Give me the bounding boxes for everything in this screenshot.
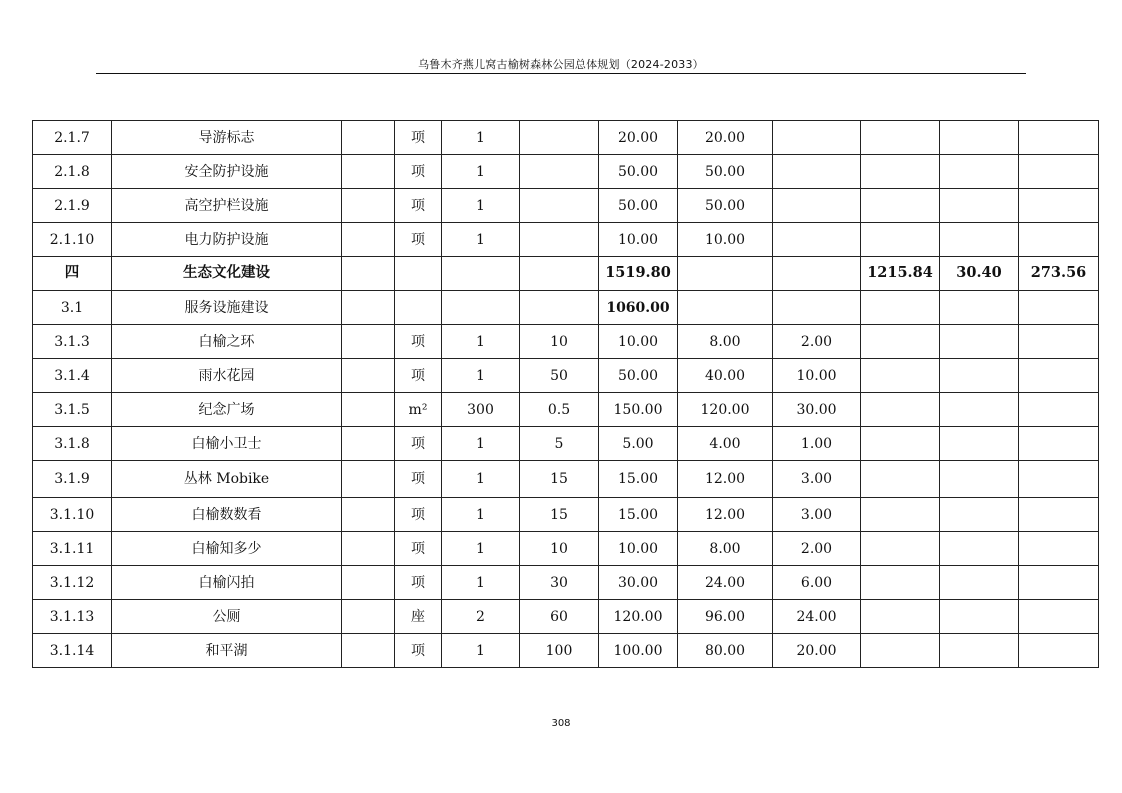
unit-price-cell: 50	[520, 359, 599, 393]
quantity-cell: 1	[442, 634, 520, 668]
unit-price-cell: 30	[520, 566, 599, 600]
amount-cell: 6.00	[773, 566, 861, 600]
item-name-cell: 白榆数数看	[112, 498, 342, 532]
unit-cell: 项	[395, 223, 442, 257]
page-header-title: 乌鲁木齐燕儿窝古榆树森林公园总体规划（2024-2033）	[418, 58, 704, 71]
amount-cell	[940, 291, 1019, 325]
total-amount-cell: 20.00	[599, 121, 678, 155]
quantity-cell: 1	[442, 461, 520, 498]
total-amount-cell: 120.00	[599, 600, 678, 634]
item-name-cell: 高空护栏设施	[112, 189, 342, 223]
unit-price-cell: 15	[520, 498, 599, 532]
amount-cell: 1.00	[773, 427, 861, 461]
quantity-cell: 1	[442, 223, 520, 257]
unit-cell	[395, 291, 442, 325]
unit-price-cell	[520, 223, 599, 257]
amount-cell	[940, 566, 1019, 600]
quantity-cell: 1	[442, 566, 520, 600]
item-number-cell: 2.1.10	[33, 223, 112, 257]
table-row	[33, 532, 1099, 566]
item-name-cell: 纪念广场	[112, 393, 342, 427]
unit-price-cell: 60	[520, 600, 599, 634]
amount-cell: 50.00	[678, 189, 773, 223]
item-number-cell: 3.1.3	[33, 325, 112, 359]
total-amount-cell: 50.00	[599, 189, 678, 223]
quantity-cell: 300	[442, 393, 520, 427]
blank-cell	[342, 155, 395, 189]
amount-cell	[940, 393, 1019, 427]
unit-price-cell: 10	[520, 325, 599, 359]
amount-cell	[1019, 291, 1099, 325]
unit-cell: 项	[395, 155, 442, 189]
amount-cell	[1019, 634, 1099, 668]
table-row	[33, 427, 1099, 461]
amount-cell: 96.00	[678, 600, 773, 634]
blank-cell	[342, 498, 395, 532]
amount-cell	[861, 393, 940, 427]
table-row	[33, 189, 1099, 223]
amount-cell	[940, 461, 1019, 498]
total-amount-cell: 100.00	[599, 634, 678, 668]
item-number-cell: 3.1.14	[33, 634, 112, 668]
amount-cell	[1019, 532, 1099, 566]
amount-cell: 3.00	[773, 461, 861, 498]
blank-cell	[342, 532, 395, 566]
amount-cell	[1019, 393, 1099, 427]
amount-cell	[1019, 189, 1099, 223]
table-row	[33, 223, 1099, 257]
unit-price-cell: 15	[520, 461, 599, 498]
total-amount-cell: 50.00	[599, 155, 678, 189]
unit-cell: 项	[395, 461, 442, 498]
amount-cell	[1019, 498, 1099, 532]
unit-price-cell	[520, 155, 599, 189]
amount-cell	[940, 155, 1019, 189]
item-name-cell: 导游标志	[112, 121, 342, 155]
total-amount-cell: 30.00	[599, 566, 678, 600]
table-row	[33, 461, 1099, 498]
amount-cell: 8.00	[678, 532, 773, 566]
blank-cell	[342, 634, 395, 668]
amount-cell	[861, 359, 940, 393]
unit-cell	[395, 257, 442, 291]
amount-cell: 24.00	[678, 566, 773, 600]
amount-cell: 20.00	[678, 121, 773, 155]
item-number-cell: 3.1.13	[33, 600, 112, 634]
amount-cell	[773, 291, 861, 325]
amount-cell: 120.00	[678, 393, 773, 427]
table-row	[33, 634, 1099, 668]
table-row	[33, 600, 1099, 634]
item-name-cell: 白榆小卫士	[112, 427, 342, 461]
amount-cell: 12.00	[678, 461, 773, 498]
amount-cell	[773, 121, 861, 155]
amount-cell: 2.00	[773, 325, 861, 359]
amount-cell	[773, 155, 861, 189]
unit-price-cell	[520, 291, 599, 325]
amount-cell	[940, 532, 1019, 566]
total-amount-cell: 50.00	[599, 359, 678, 393]
amount-cell: 273.56	[1019, 257, 1099, 291]
amount-cell	[1019, 359, 1099, 393]
unit-price-cell: 100	[520, 634, 599, 668]
quantity-cell: 2	[442, 600, 520, 634]
item-number-cell: 四	[33, 257, 112, 291]
unit-cell: 项	[395, 121, 442, 155]
table-row	[33, 359, 1099, 393]
unit-cell: 座	[395, 600, 442, 634]
unit-price-cell	[520, 121, 599, 155]
amount-cell: 10.00	[773, 359, 861, 393]
amount-cell	[940, 634, 1019, 668]
item-name-cell: 电力防护设施	[112, 223, 342, 257]
blank-cell	[342, 427, 395, 461]
quantity-cell: 1	[442, 325, 520, 359]
amount-cell	[1019, 566, 1099, 600]
amount-cell	[1019, 461, 1099, 498]
amount-cell: 80.00	[678, 634, 773, 668]
item-number-cell: 3.1.11	[33, 532, 112, 566]
blank-cell	[342, 223, 395, 257]
amount-cell	[940, 121, 1019, 155]
amount-cell: 1215.84	[861, 257, 940, 291]
quantity-cell: 1	[442, 498, 520, 532]
quantity-cell: 1	[442, 359, 520, 393]
unit-cell: 项	[395, 189, 442, 223]
table-row	[33, 566, 1099, 600]
blank-cell	[342, 359, 395, 393]
amount-cell: 40.00	[678, 359, 773, 393]
blank-cell	[342, 461, 395, 498]
unit-cell: 项	[395, 566, 442, 600]
page-number: 308	[551, 718, 571, 729]
amount-cell	[861, 461, 940, 498]
item-name-cell: 服务设施建设	[112, 291, 342, 325]
amount-cell	[940, 189, 1019, 223]
item-number-cell: 3.1.4	[33, 359, 112, 393]
amount-cell	[1019, 325, 1099, 359]
table-row	[33, 325, 1099, 359]
amount-cell	[1019, 223, 1099, 257]
quantity-cell: 1	[442, 155, 520, 189]
total-amount-cell: 15.00	[599, 498, 678, 532]
item-number-cell: 3.1.10	[33, 498, 112, 532]
amount-cell	[861, 634, 940, 668]
amount-cell: 8.00	[678, 325, 773, 359]
unit-cell: 项	[395, 427, 442, 461]
quantity-cell: 1	[442, 189, 520, 223]
amount-cell	[861, 566, 940, 600]
amount-cell: 50.00	[678, 155, 773, 189]
amount-cell	[940, 223, 1019, 257]
amount-cell	[940, 498, 1019, 532]
amount-cell	[861, 189, 940, 223]
amount-cell: 10.00	[678, 223, 773, 257]
table-row	[33, 291, 1099, 325]
total-amount-cell: 10.00	[599, 325, 678, 359]
unit-cell: 项	[395, 498, 442, 532]
total-amount-cell: 1060.00	[599, 291, 678, 325]
blank-cell	[342, 121, 395, 155]
blank-cell	[342, 257, 395, 291]
blank-cell	[342, 189, 395, 223]
amount-cell: 12.00	[678, 498, 773, 532]
budget-table	[32, 120, 1099, 668]
unit-price-cell: 0.5	[520, 393, 599, 427]
quantity-cell	[442, 291, 520, 325]
item-number-cell: 3.1	[33, 291, 112, 325]
item-name-cell: 和平湖	[112, 634, 342, 668]
item-number-cell: 2.1.8	[33, 155, 112, 189]
amount-cell	[1019, 155, 1099, 189]
total-amount-cell: 10.00	[599, 532, 678, 566]
amount-cell: 30.40	[940, 257, 1019, 291]
quantity-cell: 1	[442, 121, 520, 155]
blank-cell	[342, 393, 395, 427]
item-number-cell: 3.1.8	[33, 427, 112, 461]
item-name-cell: 公厕	[112, 600, 342, 634]
blank-cell	[342, 325, 395, 359]
amount-cell	[861, 155, 940, 189]
amount-cell: 30.00	[773, 393, 861, 427]
unit-cell: 项	[395, 532, 442, 566]
item-name-cell: 雨水花园	[112, 359, 342, 393]
amount-cell: 24.00	[773, 600, 861, 634]
item-number-cell: 2.1.9	[33, 189, 112, 223]
quantity-cell: 1	[442, 532, 520, 566]
amount-cell: 20.00	[773, 634, 861, 668]
amount-cell: 4.00	[678, 427, 773, 461]
budget-table-body	[33, 121, 1099, 668]
amount-cell	[678, 257, 773, 291]
blank-cell	[342, 291, 395, 325]
amount-cell	[773, 257, 861, 291]
quantity-cell	[442, 257, 520, 291]
item-number-cell: 2.1.7	[33, 121, 112, 155]
table-row	[33, 257, 1099, 291]
amount-cell: 2.00	[773, 532, 861, 566]
table-row	[33, 155, 1099, 189]
table-row	[33, 393, 1099, 427]
amount-cell	[861, 291, 940, 325]
amount-cell	[773, 189, 861, 223]
amount-cell	[861, 427, 940, 461]
unit-cell: m²	[395, 393, 442, 427]
amount-cell	[861, 223, 940, 257]
item-name-cell: 白榆之环	[112, 325, 342, 359]
amount-cell	[678, 291, 773, 325]
amount-cell	[1019, 600, 1099, 634]
item-name-cell: 安全防护设施	[112, 155, 342, 189]
total-amount-cell: 15.00	[599, 461, 678, 498]
item-name-cell: 白榆知多少	[112, 532, 342, 566]
amount-cell	[861, 532, 940, 566]
amount-cell	[773, 223, 861, 257]
unit-price-cell: 10	[520, 532, 599, 566]
amount-cell	[861, 498, 940, 532]
amount-cell	[1019, 121, 1099, 155]
quantity-cell: 1	[442, 427, 520, 461]
total-amount-cell: 10.00	[599, 223, 678, 257]
amount-cell	[861, 121, 940, 155]
unit-price-cell	[520, 189, 599, 223]
amount-cell	[940, 359, 1019, 393]
item-number-cell: 3.1.5	[33, 393, 112, 427]
item-name-cell: 丛林 Mobike	[112, 461, 342, 498]
total-amount-cell: 5.00	[599, 427, 678, 461]
item-name-cell: 生态文化建设	[112, 257, 342, 291]
unit-price-cell	[520, 257, 599, 291]
amount-cell	[940, 600, 1019, 634]
amount-cell	[940, 325, 1019, 359]
amount-cell	[861, 325, 940, 359]
unit-cell: 项	[395, 634, 442, 668]
blank-cell	[342, 600, 395, 634]
unit-cell: 项	[395, 325, 442, 359]
total-amount-cell: 150.00	[599, 393, 678, 427]
amount-cell	[1019, 427, 1099, 461]
total-amount-cell: 1519.80	[599, 257, 678, 291]
table-row	[33, 498, 1099, 532]
blank-cell	[342, 566, 395, 600]
amount-cell	[940, 427, 1019, 461]
amount-cell: 3.00	[773, 498, 861, 532]
item-name-cell: 白榆闪拍	[112, 566, 342, 600]
item-number-cell: 3.1.12	[33, 566, 112, 600]
table-row	[33, 121, 1099, 155]
amount-cell	[861, 600, 940, 634]
unit-cell: 项	[395, 359, 442, 393]
item-number-cell: 3.1.9	[33, 461, 112, 498]
unit-price-cell: 5	[520, 427, 599, 461]
header-divider	[96, 73, 1026, 74]
